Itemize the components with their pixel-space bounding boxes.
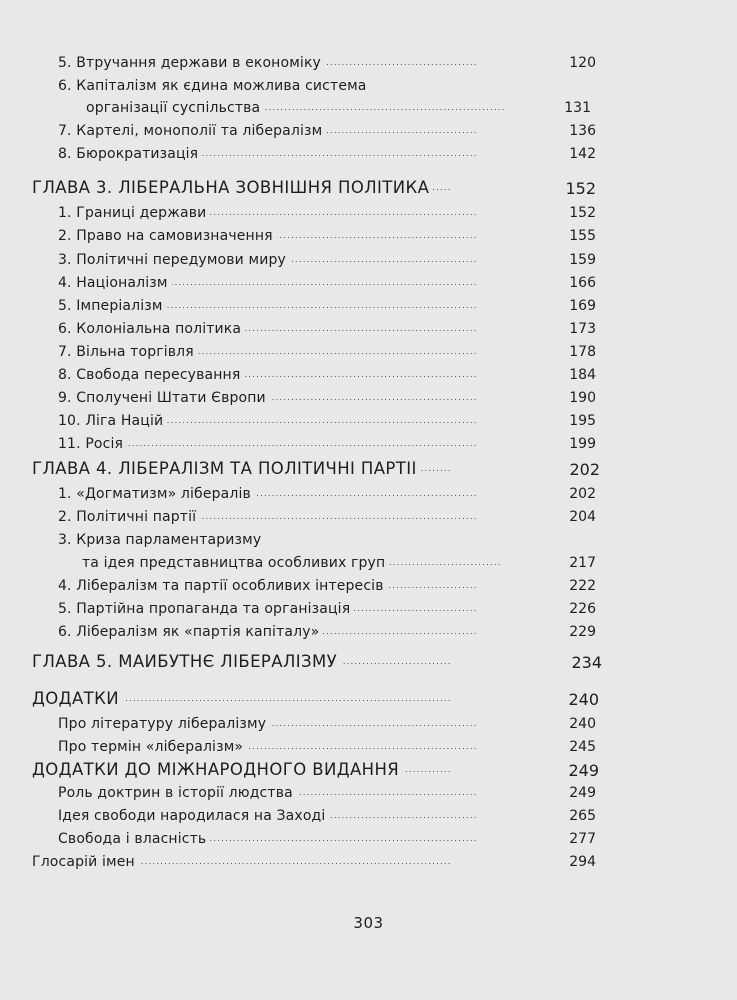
toc-entry — [58, 203, 596, 225]
toc-entry — [58, 388, 596, 410]
toc-entry — [82, 553, 596, 575]
toc-entry-title: 8. Свобода пересування — [58, 367, 244, 383]
toc-entry-page: 169 — [563, 298, 596, 314]
toc-entry-title: ДОДАТКИ — [32, 690, 123, 708]
toc-entry-title: 5. Імперіалізм — [58, 298, 167, 314]
toc-chapter-entry — [32, 689, 599, 711]
toc-entry-title: 6. Колоніальна політика — [58, 321, 245, 337]
toc-entry-page: 222 — [563, 578, 596, 594]
toc-entry-page: 131 — [558, 100, 591, 116]
toc-entry — [58, 144, 596, 166]
toc-entry — [32, 852, 596, 874]
toc-entry — [58, 829, 596, 851]
toc-entry-page: 120 — [563, 55, 596, 71]
toc-entry — [58, 273, 596, 295]
toc-entry-page: 199 — [563, 436, 596, 452]
toc-entry-page: 229 — [563, 624, 596, 640]
toc-entry — [58, 714, 596, 736]
toc-entry-title: 3. Політичні передумови миру — [58, 252, 290, 268]
toc-entry-title: 5. Втручання держави в економіку — [58, 55, 325, 71]
toc-chapter-entry — [32, 459, 600, 481]
toc-entry — [58, 226, 596, 248]
toc-entry-title: Ідея свободи народилася на Заході — [58, 808, 329, 824]
toc-entry-title: 10. Ліга Націй — [58, 413, 167, 429]
toc-entry-title: 1. Границі держави — [58, 205, 210, 221]
toc-entry-page: 152 — [559, 181, 596, 197]
toc-chapter-entry — [32, 652, 602, 674]
toc-entry-title: 5. Партійна пропаганда та організація — [58, 601, 354, 617]
toc-entry-page: 173 — [563, 321, 596, 337]
toc-entry-page: 190 — [563, 390, 596, 406]
toc-entry-title: 8. Бюрократизація — [58, 146, 202, 162]
toc-entry-page: 249 — [563, 785, 596, 801]
toc-entry — [58, 806, 596, 828]
toc-entry-title: ДОДАТКИ ДО МІЖНАРОДНОГО ВИДАННЯ — [32, 761, 403, 779]
toc-entry-page: 240 — [563, 716, 596, 732]
toc-entry-page: 166 — [563, 275, 596, 291]
toc-entry — [58, 319, 596, 341]
toc-entry-page: 265 — [563, 808, 596, 824]
toc-entry-page: 184 — [563, 367, 596, 383]
toc-entry-page: 226 — [563, 601, 596, 617]
toc-entry — [58, 121, 596, 143]
toc-entry-title: 7. Картелі, монополії та лібералізм — [58, 123, 326, 139]
toc-entry-page: 159 — [563, 252, 596, 268]
toc-entry-page: 204 — [563, 509, 596, 525]
toc-entry-title: 6. Капіталізм як єдина можлива система — [58, 78, 371, 94]
toc-entry — [58, 434, 596, 456]
toc-entry-title: Роль доктрин в історії людства — [58, 785, 297, 801]
toc-entry-page: 155 — [563, 228, 596, 244]
toc-entry-page: 136 — [563, 123, 596, 139]
toc-entry-title: ГЛАВА 5. МАЙБУТНЄ ЛІБЕРАЛІЗМУ — [32, 653, 341, 671]
toc-entry — [58, 342, 596, 364]
toc-entry — [58, 296, 596, 318]
toc-entry — [58, 507, 596, 529]
toc-entry-page: 202 — [563, 462, 600, 478]
toc-entry-title: 11. Росія — [58, 436, 127, 452]
toc-entry — [58, 76, 596, 98]
toc-entry — [58, 484, 596, 506]
toc-entry — [58, 783, 596, 805]
toc-entry-page: 178 — [563, 344, 596, 360]
toc-entry — [58, 599, 596, 621]
toc-entry-title: Глосарій імен — [32, 854, 139, 870]
toc-chapter-entry — [32, 178, 596, 200]
toc-entry-page: 217 — [563, 555, 596, 571]
toc-entry-page: 152 — [563, 205, 596, 221]
toc-entry — [58, 622, 596, 644]
toc-entry-title: 9. Сполучені Штати Європи — [58, 390, 270, 406]
toc-entry-page: 142 — [563, 146, 596, 162]
toc-entry — [58, 250, 596, 272]
toc-entry-title: 7. Вільна торгівля — [58, 344, 198, 360]
toc-entry-title: 4. Лібералізм та партії особливих інтересів — [58, 578, 388, 594]
toc-entry-title: Про літературу лібералізму — [58, 716, 270, 732]
page-number: 303 — [353, 914, 384, 932]
toc-entry — [58, 411, 596, 433]
toc-entry-page: 249 — [562, 763, 599, 779]
toc-entry-page: 277 — [563, 831, 596, 847]
toc-entry-page: 240 — [562, 692, 599, 708]
toc-entry-title: організації суспільства — [86, 100, 264, 116]
toc-entry-title: 6. Лібералізм як «партія капіталу» — [58, 624, 323, 640]
toc-entry-title: ГЛАВА 3. ЛІБЕРАЛЬНА ЗОВНІШНЯ ПОЛІТИКА — [32, 179, 433, 197]
toc-entry-title: 2. Право на самовизначення — [58, 228, 277, 244]
toc-entry-title: 3. Криза парламентаризму — [58, 532, 265, 548]
toc-entry — [86, 98, 591, 120]
toc-entry — [58, 53, 596, 75]
toc-entry — [58, 576, 596, 598]
toc-chapter-entry — [32, 760, 599, 782]
toc-entry-page: 294 — [563, 854, 596, 870]
toc-entry — [58, 365, 596, 387]
toc-entry-title: 2. Політичні партії — [58, 509, 200, 525]
toc-entry-title: 1. «Догматизм» лібералів — [58, 486, 255, 502]
toc-entry-page: 245 — [563, 739, 596, 755]
toc-entry-title: Свобода і власність — [58, 831, 210, 847]
toc-entry — [58, 737, 596, 759]
toc-entry-title: Про термін «лібералізм» — [58, 739, 247, 755]
toc-entry — [58, 530, 596, 552]
toc-entry-title: ГЛАВА 4. ЛІБЕРАЛІЗМ ТА ПОЛІТИЧНІ ПАРТІЇ — [32, 460, 421, 478]
toc-entry-title: та ідея представництва особливих груп — [82, 555, 389, 571]
toc-entry-page: 202 — [563, 486, 596, 502]
toc-entry-page: 234 — [565, 655, 602, 671]
toc-entry-page: 195 — [563, 413, 596, 429]
toc-entry-title: 4. Націоналізм — [58, 275, 172, 291]
